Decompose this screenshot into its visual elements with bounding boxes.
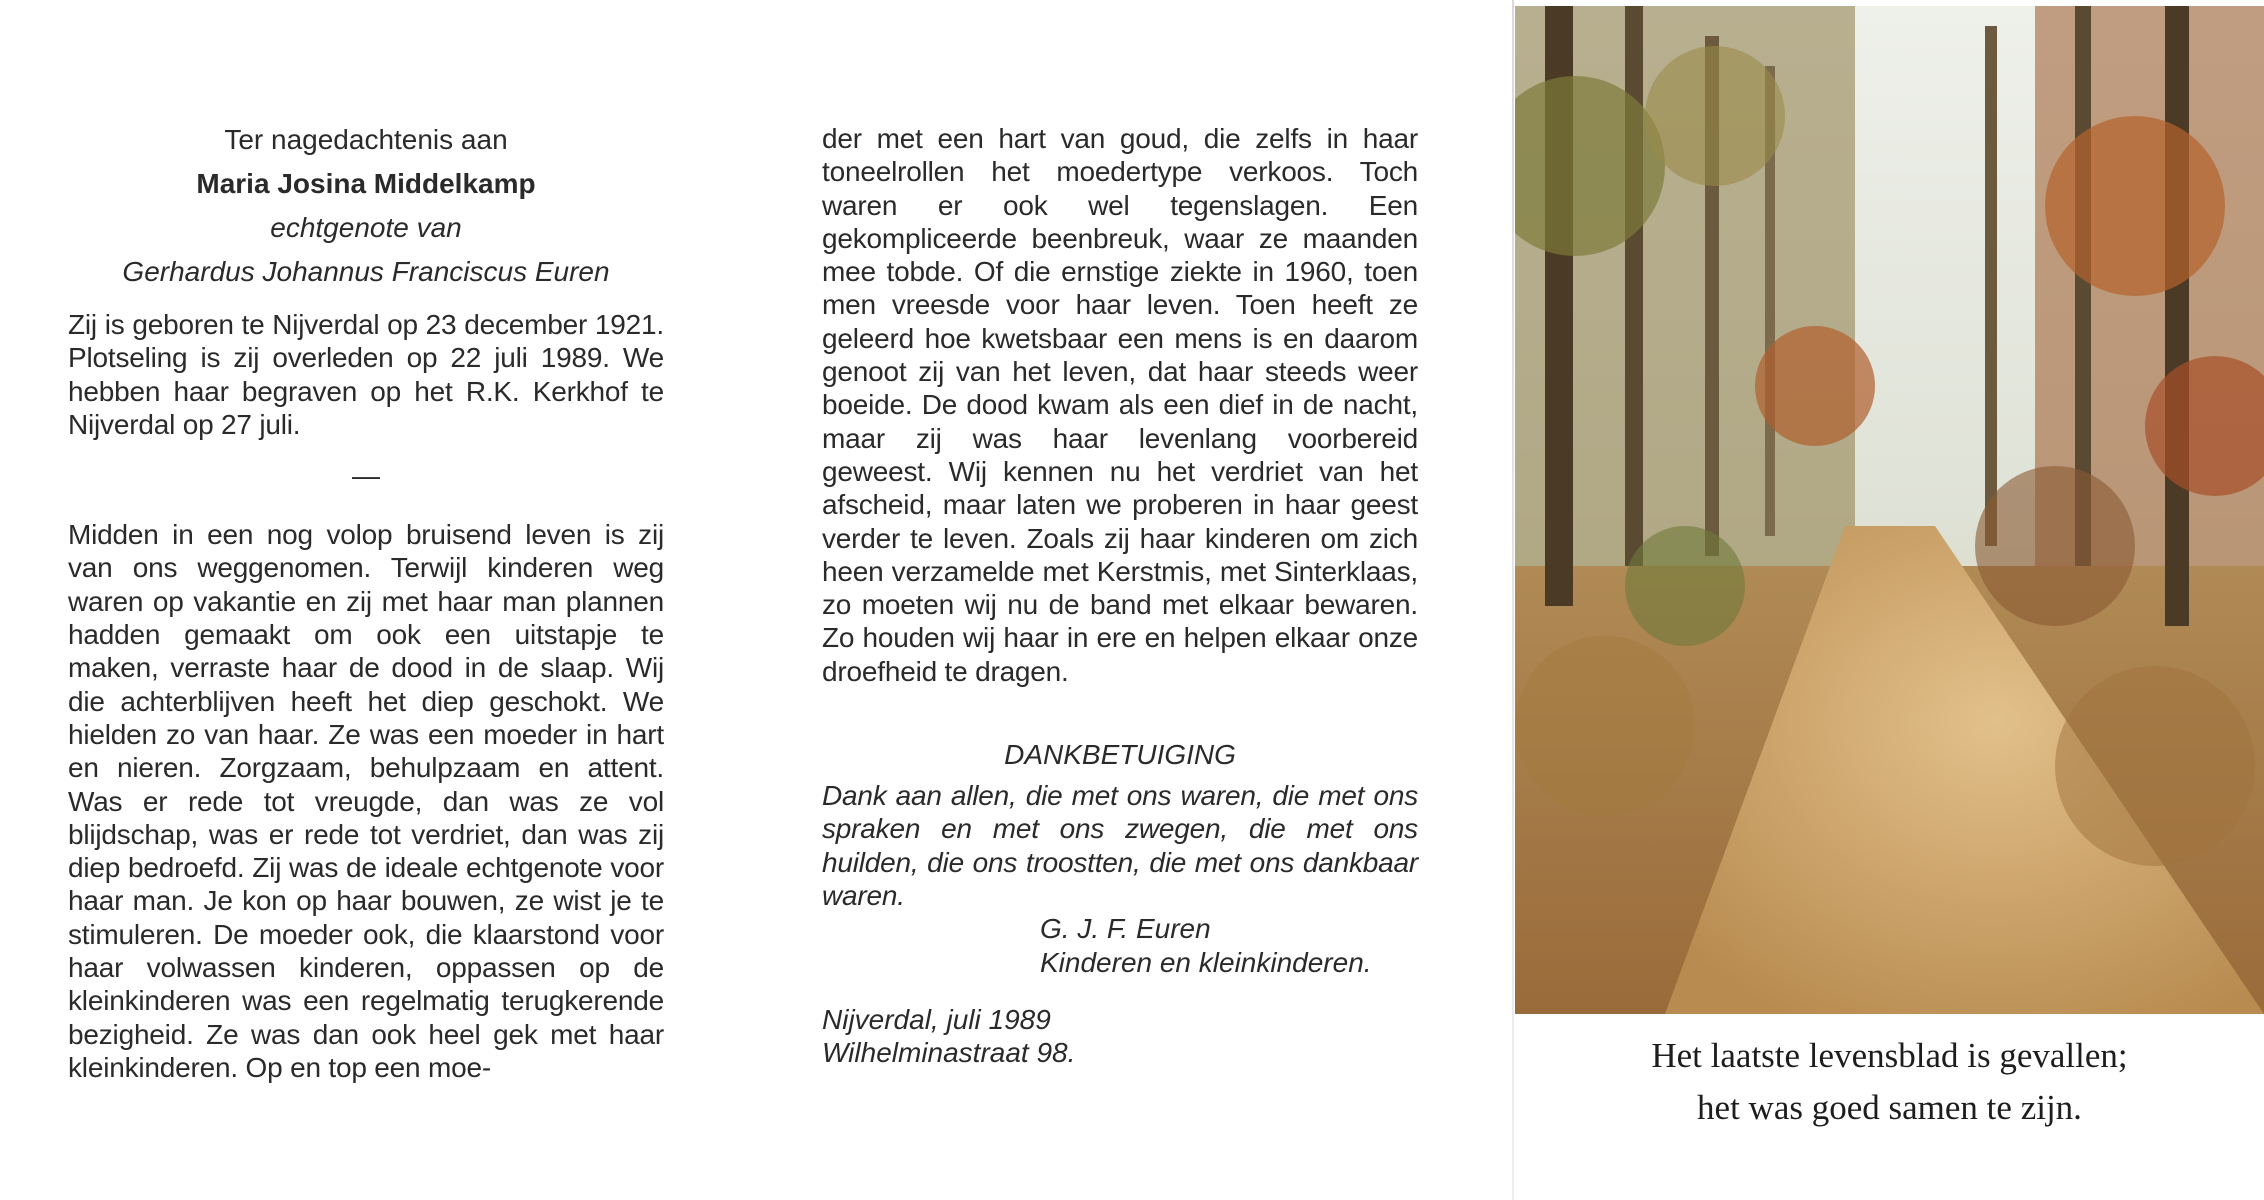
memorial-left-column [68, 0, 664, 1084]
thanks-title: DANKBETUIGING [1004, 739, 1236, 771]
story-continued-paragraph: der met een hart van goud, die zelfs in haar toneelrollen het moedertype verkoos. Toch waren er ook wel tegenslagen. Een gekompliceerde beenbreuk, waar ze maanden mee tobde. Of die ernstige ziekte in 1960, toen men vreesde voor haar leven. Toen heeft ze geleerd hoe kwetsbaar een mens is en daarom genoot zij van het leven, dat haar steeds weer boeide. De dood kwam als een dief in de nacht, maar zij was haar levenlang voorbereid geweest. Wij kennen nu het verdriet van het afscheid, maar laten we proberen in haar geest verder te leven. Zoals zij haar kinderen om zich heen verzamelde met Kerstmis, met Sinterklaas, zo moeten wij nu de band met elkaar bewaren. Zo houden wij haar in ere en helpen elkaar onze droefheid te dragen. [822, 123, 1418, 687]
thanks-paragraph: Dank aan allen, die met ons waren, die met ons spraken en met ons zwegen, die met ons huilden, die ons troostten, die met ons dankbaar waren. [822, 780, 1418, 911]
caption-line-1: Het laatste levensblad is gevallen; [1651, 1036, 2128, 1075]
memorial-intro: Ter nagedachtenis aan [224, 124, 508, 155]
autumn-forest-photo [1515, 6, 2264, 1014]
memorial-right-panel [1515, 0, 2264, 1200]
deceased-name: Maria Josina Middelkamp [196, 168, 536, 199]
card-fold-line [1512, 0, 1514, 1200]
address: Wilhelminastraat 98. [822, 1037, 1076, 1069]
story-paragraph: Midden in een nog volop bruisend leven is zij van ons weggenomen. Terwijl kinderen weg waren op vakantie en zij met haar man plannen hadden gemaakt om ook een uitstapje te maken, verraste haar de dood in de slaap. Wij die achterblijven heeft het diep geschokt. We hielden zo van haar. Ze was een moeder in hart en nieren. Zorgzaam, behulpzaam en attent. Was er rede tot vreugde, dan was ze vol blijdschap, was er rede tot verdriet, dan was zij diep bedroefd. Zij was de ideale echtgenote voor haar man. Je kon op haar bouwen, ze wist je te stimuleren. De moeder ook, die klaarstond voor haar volwassen kinderen, oppassen op de kleinkinderen was een regelmatig terugkerende bezigheid. Ze was dan ook heel gek met haar kleinkinderen. Op en top een moe- [68, 519, 664, 1083]
bio-paragraph: Zij is geboren te Nijverdal op 23 december 1921. Plotseling is zij overleden op 22 juli 1989. We hebben haar begraven op het R.K. Kerkhof te Nijverdal op 27 juli. [68, 309, 664, 440]
signature-name: G. J. F. Euren [1040, 913, 1211, 945]
caption-line-2: het was goed samen te zijn. [1697, 1088, 2082, 1127]
section-separator: — [352, 460, 380, 492]
photo-caption [1515, 1030, 2264, 1134]
signature-family: Kinderen en kleinkinderen. [1040, 946, 1372, 978]
relation-label: echtgenote van [270, 212, 462, 243]
memorial-middle-column [822, 0, 1418, 1069]
spouse-name: Gerhardus Johannus Franciscus Euren [122, 256, 610, 287]
place-date: Nijverdal, juli 1989 [822, 1003, 1051, 1035]
